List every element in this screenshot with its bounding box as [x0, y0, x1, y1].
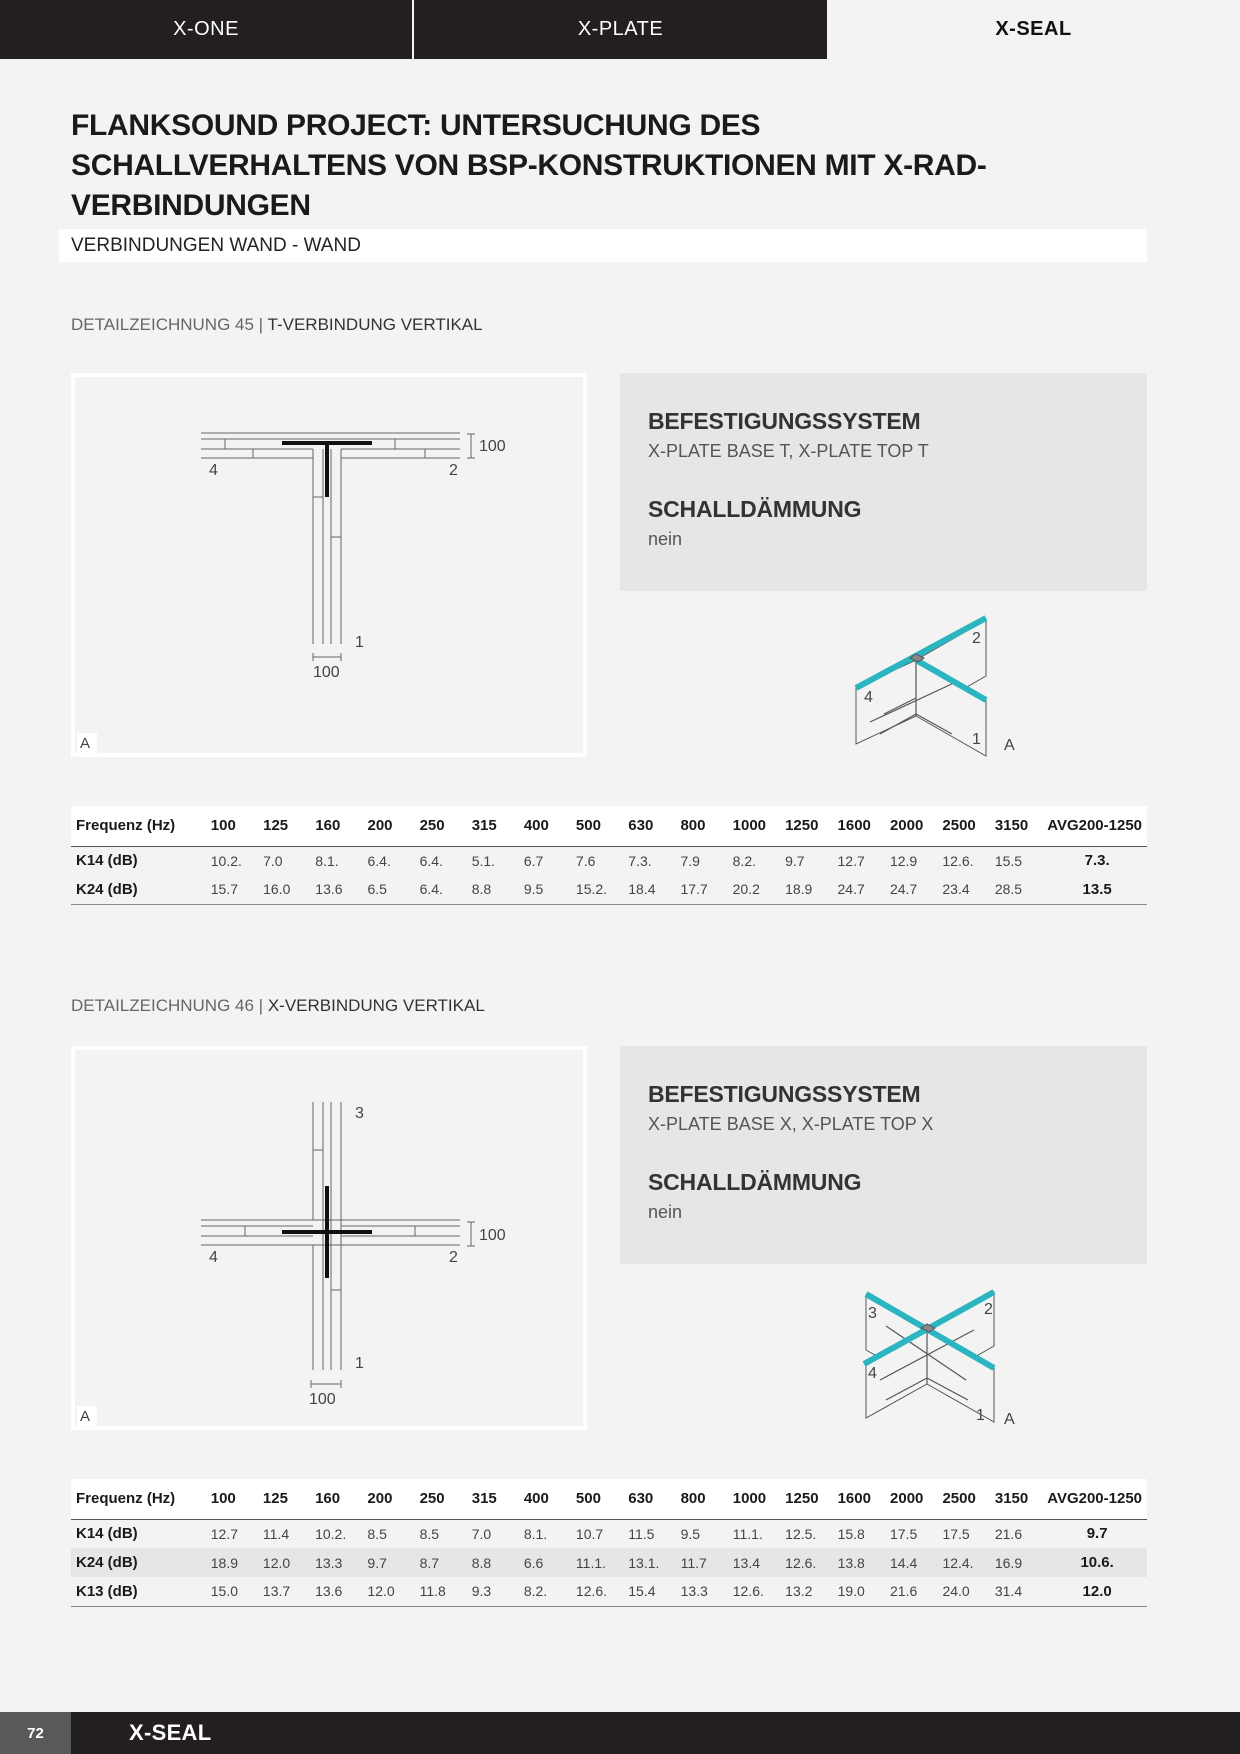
table-cell: 6.5 [362, 875, 414, 904]
header-frequency-630: 630 [623, 806, 675, 846]
detail-46-insulation-value: nein [648, 1202, 683, 1222]
table-row [71, 1577, 1147, 1606]
detail-46-corner-tag: A [77, 1406, 97, 1426]
header-frequency-100: 100 [206, 1479, 258, 1519]
table-cell: 19.0 [833, 1577, 885, 1606]
table-cell: 28.5 [990, 875, 1042, 904]
header-frequency-200: 200 [362, 1479, 414, 1519]
tab-x-plate[interactable]: X-PLATE [414, 0, 827, 59]
table-cell: 11.8 [415, 1577, 467, 1606]
row-label: K24 (dB) [71, 1548, 206, 1577]
x-iso-4-label: 4 [868, 1365, 877, 1382]
table-cell: 15.5 [994, 852, 1023, 869]
detail-45-system-heading: BEFESTIGUNGSSYSTEM [648, 408, 921, 434]
t-dim-right-label: 100 [479, 438, 506, 455]
table-cell: 12.6. [780, 1548, 832, 1577]
t-joint-plan-drawing [75, 377, 583, 753]
table-cell: 12.7 [837, 852, 865, 869]
table-cell: 15.2. [571, 875, 623, 904]
table-cell: 5.1. [471, 852, 496, 869]
header-frequency-800: 800 [676, 1479, 728, 1519]
detail-46-system-value: X-PLATE BASE X, X-PLATE TOP X [648, 1114, 934, 1134]
row-label: K14 (dB) [76, 852, 138, 870]
table-cell: 16.9 [990, 1548, 1042, 1577]
detail-45-name: T-VERBINDUNG VERTIKAL [267, 315, 483, 334]
table-cell: 21.6 [885, 1577, 937, 1606]
header-frequency-2000: 2000 [885, 1479, 937, 1519]
table-cell: 17.7 [675, 875, 727, 904]
t-iso-a-label: A [1004, 737, 1015, 754]
t-iso-2-label: 2 [972, 630, 981, 647]
page-number: 72 [0, 1712, 71, 1754]
header-frequency-160: 160 [310, 806, 362, 846]
x-wall-4-label: 4 [209, 1249, 218, 1266]
header-average: AVG200-1250 [1042, 1479, 1147, 1519]
average-cell: 10.6. [1042, 1548, 1147, 1577]
table-cell: 18.4 [623, 875, 675, 904]
t-dim-bottom-label: 100 [313, 664, 340, 681]
table-cell: 9.7 [785, 852, 805, 869]
table-cell: 8.7 [415, 1548, 467, 1577]
top-tabs [0, 0, 1240, 59]
header-frequency-1600: 1600 [833, 806, 885, 846]
table-cell: 11.5 [628, 1525, 655, 1542]
table-cell: 24.0 [937, 1577, 989, 1606]
t-wall-4-label: 4 [209, 462, 218, 479]
table-header-row [71, 1479, 1147, 1519]
table-cell: 31.4 [990, 1577, 1042, 1606]
row-label: K14 (dB) [76, 1525, 138, 1543]
detail-46-insulation-heading: SCHALLDÄMMUNG [648, 1169, 862, 1195]
table-cell: 17.5 [890, 1525, 918, 1542]
table-cell: 14.4 [885, 1548, 937, 1577]
table-cell: 15.0 [206, 1577, 258, 1606]
detail-46-label [71, 996, 485, 1016]
table-cell: 9.5 [680, 1525, 701, 1542]
header-frequency-125: 125 [258, 806, 310, 846]
table-cell: 7.6 [575, 852, 596, 869]
table-cell: 23.4 [937, 875, 989, 904]
table-cell: 8.8 [467, 875, 519, 904]
header-frequency-630: 630 [623, 1479, 675, 1519]
table-cell: 8.1. [523, 1525, 548, 1542]
table-cell: 15.8 [837, 1525, 865, 1542]
table-cell: 6.4. [367, 852, 391, 869]
x-wall-3-label: 3 [355, 1105, 364, 1122]
header-frequency-label: Frequenz (Hz) [71, 806, 206, 846]
average-cell: 7.3. [1084, 852, 1110, 870]
detail-45-label [71, 315, 483, 335]
table-cell: 11.4 [262, 1525, 290, 1542]
x-iso-2-label: 2 [984, 1301, 993, 1318]
page-footer [0, 1712, 1240, 1754]
detail-46-name: X-VERBINDUNG VERTIKAL [267, 996, 485, 1015]
table-cell: 10.7 [575, 1525, 604, 1542]
table-cell: 24.7 [885, 875, 937, 904]
table-cell: 11.1. [571, 1548, 623, 1577]
row-label: K24 (dB) [71, 875, 206, 904]
table-cell: 13.3 [676, 1577, 728, 1606]
x-wall-1-label: 1 [355, 1355, 364, 1372]
table-cell: 8.2. [732, 852, 756, 869]
table-cell: 7.0 [263, 852, 283, 869]
detail-46-prefix: DETAILZEICHNUNG 46 | [71, 996, 264, 1015]
header-frequency-250: 250 [415, 1479, 467, 1519]
tab-x-seal[interactable]: X-SEAL [827, 0, 1240, 59]
detail-45-prefix: DETAILZEICHNUNG 45 | [71, 315, 264, 334]
detail-45-corner-tag: A [77, 733, 97, 753]
table-cell: 12.5. [785, 1525, 817, 1542]
table-cell: 13.3 [310, 1548, 362, 1577]
table-cell: 8.1. [315, 852, 339, 869]
x-dim-right-label: 100 [479, 1227, 506, 1244]
table-cell: 13.1. [623, 1548, 675, 1577]
table-cell: 7.0 [471, 1525, 492, 1542]
header-frequency-1000: 1000 [728, 1479, 780, 1519]
header-frequency-2000: 2000 [885, 806, 937, 846]
table-row [71, 846, 1147, 875]
table-cell: 9.7 [362, 1548, 414, 1577]
table-cell: 7.9 [680, 852, 700, 869]
header-frequency-500: 500 [571, 1479, 623, 1519]
table-cell: 12.6. [728, 1577, 780, 1606]
table-cell: 12.9 [889, 852, 918, 869]
header-frequency-200: 200 [362, 806, 414, 846]
table-cell: 12.7 [210, 1525, 238, 1542]
x-joint-plan-drawing [75, 1050, 583, 1426]
table-cell: 17.5 [942, 1525, 970, 1542]
average-cell: 13.5 [1042, 875, 1147, 904]
table-cell: 15.7 [206, 875, 258, 904]
header-frequency-315: 315 [467, 1479, 519, 1519]
header-frequency-2500: 2500 [937, 806, 989, 846]
header-frequency-100: 100 [206, 806, 258, 846]
header-frequency-3150: 3150 [990, 1479, 1042, 1519]
header-frequency-250: 250 [415, 806, 467, 846]
table-row [71, 875, 1147, 904]
header-frequency-2500: 2500 [937, 1479, 989, 1519]
x-iso-a-label: A [1004, 1411, 1015, 1428]
table-row [71, 1519, 1147, 1548]
table-cell: 8.8 [467, 1548, 519, 1577]
t-iso-1-label: 1 [972, 731, 981, 748]
detail-45-drawing [71, 373, 587, 757]
table-cell: 8.2. [519, 1577, 571, 1606]
x-iso-1-label: 1 [976, 1407, 985, 1424]
detail-46-frequency-table [71, 1479, 1147, 1607]
table-cell: 9.3 [467, 1577, 519, 1606]
t-joint-isometric-drawing [840, 610, 1040, 760]
page-title: FLANKSOUND PROJECT: UNTERSUCHUNG DES SCHALLVERHALTENS VON BSP-KONSTRUKTIONEN MIT X-RAD-VERBINDUNGEN [71, 109, 987, 222]
detail-46-info-panel [620, 1046, 1147, 1264]
table-cell: 11.7 [676, 1548, 728, 1577]
header-frequency-800: 800 [675, 806, 727, 846]
header-frequency-160: 160 [310, 1479, 362, 1519]
table-cell: 12.6. [942, 852, 974, 869]
header-frequency-1000: 1000 [728, 806, 780, 846]
table-cell: 8.5 [367, 1525, 387, 1542]
detail-45-frequency-table [71, 806, 1147, 905]
section-heading: VERBINDUNGEN WAND - WAND [59, 229, 1147, 262]
average-cell: 12.0 [1042, 1577, 1147, 1606]
tab-x-one[interactable]: X-ONE [0, 0, 412, 59]
row-label: K13 (dB) [71, 1577, 206, 1606]
table-cell: 13.2 [780, 1577, 832, 1606]
x-joint-isometric-drawing [850, 1284, 1050, 1434]
table-cell: 8.5 [419, 1525, 440, 1542]
header-frequency-1250: 1250 [780, 1479, 832, 1519]
header-frequency-3150: 3150 [990, 806, 1042, 846]
table-cell: 6.7 [523, 852, 544, 869]
detail-45-info-panel [620, 373, 1147, 591]
header-frequency-400: 400 [519, 806, 571, 846]
table-cell: 21.6 [994, 1525, 1023, 1542]
header-average: AVG200-1250 [1042, 806, 1147, 846]
t-wall-2-label: 2 [449, 462, 458, 479]
header-frequency-125: 125 [258, 1479, 310, 1519]
detail-46-drawing [71, 1046, 587, 1430]
table-cell: 13.7 [258, 1577, 310, 1606]
table-cell: 7.3. [628, 852, 652, 869]
table-cell: 13.6 [310, 1577, 362, 1606]
table-cell: 13.6 [310, 875, 362, 904]
table-cell: 6.4. [415, 875, 467, 904]
detail-45-system-value: X-PLATE BASE T, X-PLATE TOP T [648, 441, 929, 461]
footer-title: X-SEAL [129, 1720, 212, 1745]
x-dim-bottom-label: 100 [309, 1391, 336, 1408]
table-cell: 10.2. [315, 1525, 347, 1542]
detail-45-insulation-value: nein [648, 529, 683, 549]
table-cell: 6.4. [419, 852, 443, 869]
table-cell: 11.1. [732, 1525, 763, 1542]
table-cell: 15.4 [623, 1577, 675, 1606]
average-cell: 9.7 [1086, 1525, 1108, 1543]
x-iso-3-label: 3 [868, 1305, 877, 1322]
table-cell: 12.0 [362, 1577, 414, 1606]
x-wall-2-label: 2 [449, 1249, 458, 1266]
header-frequency-label: Frequenz (Hz) [71, 1479, 206, 1519]
table-cell: 12.6. [571, 1577, 623, 1606]
header-frequency-1250: 1250 [780, 806, 832, 846]
table-row [71, 1548, 1147, 1577]
detail-46-system-heading: BEFESTIGUNGSSYSTEM [648, 1081, 921, 1107]
table-cell: 13.8 [833, 1548, 885, 1577]
table-cell: 18.9 [780, 875, 832, 904]
table-cell: 12.0 [258, 1548, 310, 1577]
table-cell: 13.4 [728, 1548, 780, 1577]
header-frequency-1600: 1600 [833, 1479, 885, 1519]
table-cell: 10.2. [210, 852, 242, 869]
header-frequency-315: 315 [467, 806, 519, 846]
detail-45-insulation-heading: SCHALLDÄMMUNG [648, 496, 862, 522]
t-wall-1-label: 1 [355, 634, 364, 651]
table-cell: 20.2 [728, 875, 780, 904]
table-cell: 12.4. [937, 1548, 989, 1577]
header-frequency-400: 400 [519, 1479, 571, 1519]
t-iso-4-label: 4 [864, 689, 873, 706]
table-header-row [71, 806, 1147, 846]
table-cell: 9.5 [519, 875, 571, 904]
table-cell: 24.7 [833, 875, 885, 904]
table-cell: 16.0 [258, 875, 310, 904]
table-cell: 18.9 [206, 1548, 258, 1577]
header-frequency-500: 500 [571, 806, 623, 846]
table-cell: 6.6 [519, 1548, 571, 1577]
